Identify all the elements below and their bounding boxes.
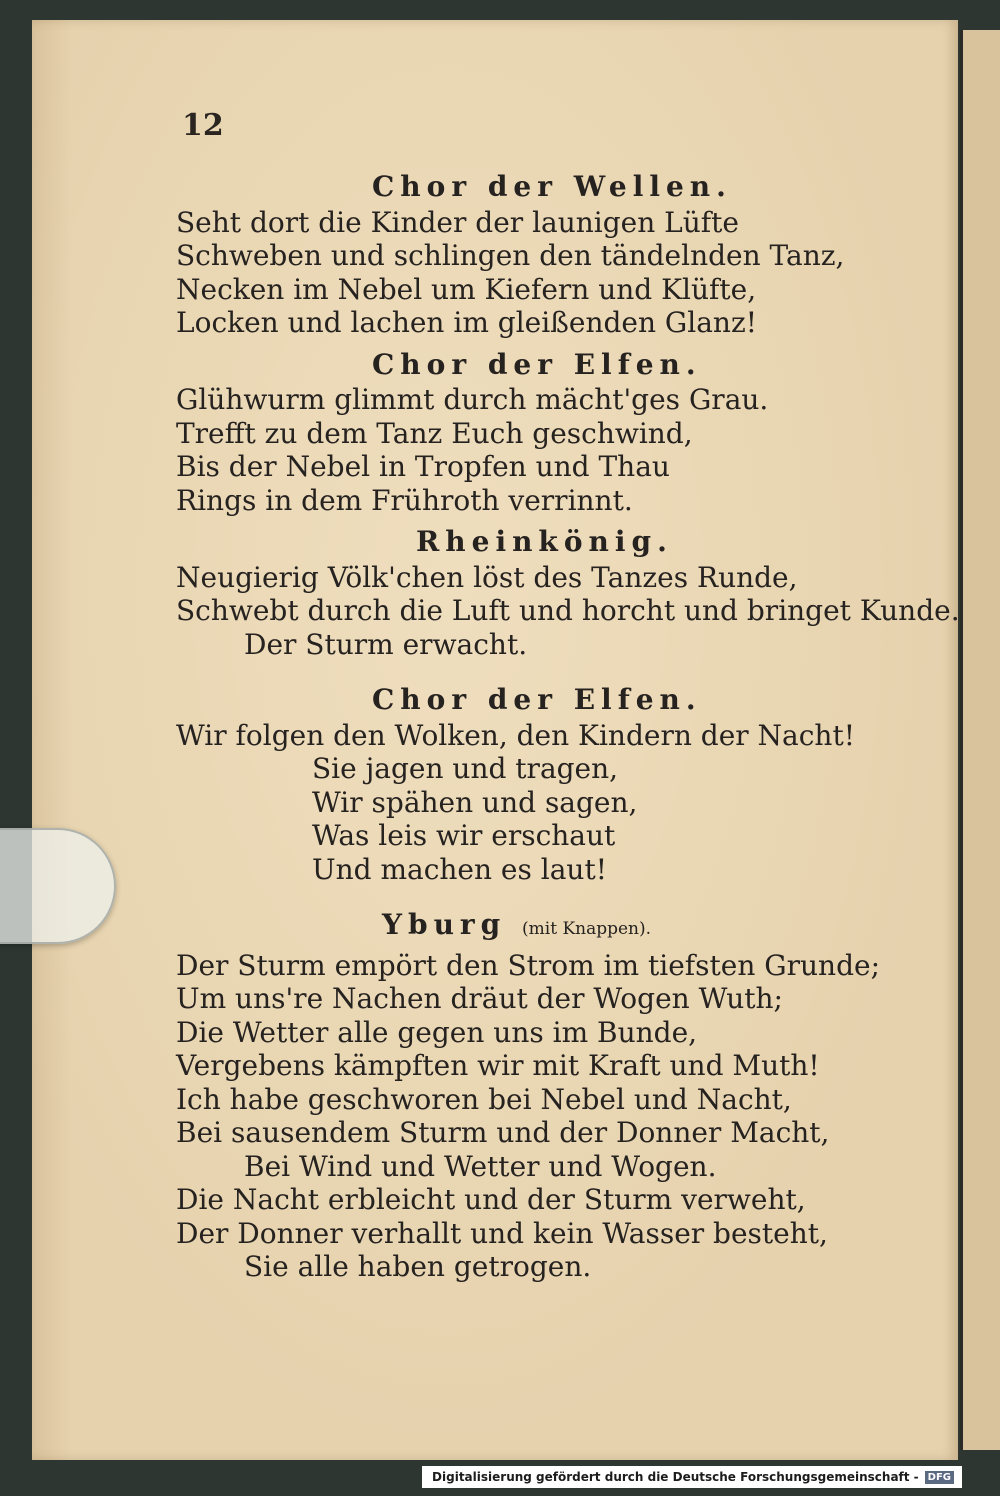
verse-line: Der Sturm erwacht.	[244, 627, 528, 661]
credit-text: Digitalisierung gefördert durch die Deutsche Forschungsgemeinschaft -	[432, 1470, 919, 1484]
verse-line: Neugierig Völk'chen löst des Tanzes Runde,	[176, 560, 798, 594]
verse-line: Necken im Nebel um Kiefern und Klüfte,	[176, 272, 757, 306]
verse-line: Bei Wind und Wetter und Wogen.	[244, 1149, 717, 1183]
verse-line: Wir folgen den Wolken, den Kindern der Nacht!	[176, 718, 855, 752]
poem-text	[176, 170, 960, 1284]
verse-line: Vergebens kämpften wir mit Kraft und Muth!	[176, 1049, 820, 1082]
stanza-gap	[176, 886, 876, 900]
plastic-page-clip	[0, 828, 116, 944]
verse-line: Der Donner verhallt und kein Wasser besteht,	[176, 1216, 828, 1250]
verse-line: Ich habe geschworen bei Nebel und Nacht,	[176, 1082, 792, 1116]
digitization-credit	[422, 1466, 962, 1488]
section-heading: Chor der Wellen.	[372, 170, 732, 203]
verse-line: Bis der Nebel in Tropfen und Thau	[176, 450, 670, 483]
section-heading	[176, 908, 876, 947]
verse-line: Glühwurm glimmt durch mächt'ges Grau.	[176, 383, 769, 416]
verse-line: Wir spähen und sagen,	[312, 785, 638, 819]
speaker-note: (mit Knappen).	[522, 919, 652, 939]
verse-line: Rings in dem Frühroth verrinnt.	[176, 483, 633, 517]
section-heading: Rheinkönig.	[416, 525, 673, 558]
verse-line: Seht dort die Kinder der launigen Lüfte	[176, 205, 739, 239]
stanza-gap	[176, 661, 876, 675]
verse-line: Die Wetter alle gegen uns im Bunde,	[176, 1015, 698, 1049]
verse-line: Die Nacht erbleicht und der Sturm verweht,	[176, 1183, 806, 1216]
verse-line: Sie alle haben getrogen.	[244, 1250, 592, 1283]
section-heading: Chor der Elfen.	[372, 683, 702, 716]
verse-line: Sie jagen und tragen,	[312, 752, 619, 785]
verse-line: Was leis wir erschaut	[312, 819, 616, 852]
verse-line: Bei sausendem Sturm und der Donner Macht,	[176, 1116, 830, 1149]
verse-line: Schweben und schlingen den tändelnden Tanz,	[176, 239, 845, 272]
section-heading: Chor der Elfen.	[372, 347, 702, 381]
next-page-edge	[960, 30, 1000, 1450]
speaker-name: Yburg	[382, 908, 507, 941]
page-number: 12	[182, 108, 224, 143]
verse-line: Trefft zu dem Tanz Euch geschwind,	[176, 416, 693, 450]
verse-line: Der Sturm empört den Strom im tiefsten Grunde;	[176, 948, 881, 982]
verse-line: Um uns're Nachen dräut der Wogen Wuth;	[176, 982, 783, 1015]
verse-line: Locken und lachen im gleißenden Glanz!	[176, 306, 757, 339]
verse-line: Schwebt durch die Luft und horcht und bringet Kunde.	[176, 594, 960, 627]
dfg-logo: DFG	[925, 1471, 954, 1484]
verse-line: Und machen es laut!	[312, 852, 607, 886]
